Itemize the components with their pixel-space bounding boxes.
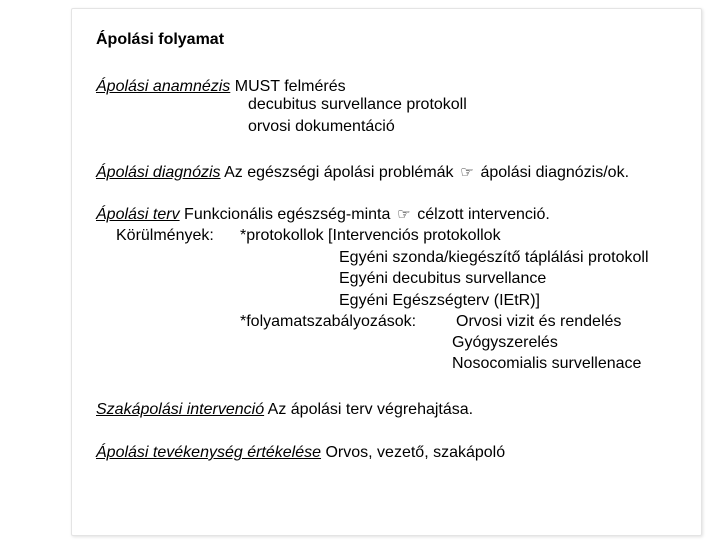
- anamnezis-item-3: orvosi dokumentáció: [248, 118, 395, 135]
- protokoll-item-3: Egyéni Egészségterv (IEtR)]: [339, 292, 540, 309]
- folyamat-item-3: Nosocomialis survellenace: [452, 355, 642, 372]
- terv-text-before: Funkcionális egészség-minta: [184, 206, 391, 223]
- ertekeles-term: Ápolási tevékenység értékelése: [96, 444, 322, 461]
- protokoll-item-1: Egyéni szonda/kiegészítő táplálási protokoll: [339, 249, 649, 266]
- terv-line: [96, 205, 550, 225]
- folyamat-item-1: Orvosi vizit és rendelés: [456, 313, 622, 330]
- folyamat-label: *folyamatszabályozások:: [240, 313, 417, 330]
- slide-title: Ápolási folyamat: [96, 31, 225, 48]
- diagnozis-text-before: Az egészségi ápolási problémák: [224, 164, 454, 181]
- anamnezis-term: Ápolási anamnézis: [96, 78, 231, 95]
- anamnezis-line: [96, 77, 346, 97]
- szakapolasi-term: Szakápolási intervenció: [96, 401, 265, 418]
- terv-text-after: célzott intervenció.: [417, 206, 550, 223]
- diagnozis-term: Ápolási diagnózis: [96, 164, 221, 181]
- korulmenyek-label: Körülmények:: [116, 227, 214, 244]
- diagnozis-text-after: ápolási diagnózis/ok.: [480, 164, 630, 181]
- szakapolasi-line: [96, 400, 473, 420]
- hand-pointing-right-icon: ☞: [397, 206, 411, 223]
- ertekeles-text: Orvos, vezető, szakápoló: [325, 444, 506, 461]
- ertekeles-line: [96, 443, 505, 463]
- terv-term: Ápolási terv: [96, 206, 180, 223]
- hand-pointing-right-icon: ☞: [460, 164, 474, 181]
- diagnozis-line: [96, 163, 629, 183]
- protokoll-item-2: Egyéni decubitus survellance: [339, 270, 547, 287]
- anamnezis-item-1: MUST felmérés: [234, 78, 346, 95]
- szakapolasi-text: Az ápolási terv végrehajtása.: [267, 401, 474, 418]
- anamnezis-item-2: decubitus survellance protokoll: [248, 96, 467, 113]
- korulmenyek-line: [116, 226, 214, 246]
- folyamat-item-2: Gyógyszerelés: [452, 334, 558, 351]
- protokollok-label: *protokollok [Intervenciós protokollok: [240, 227, 501, 244]
